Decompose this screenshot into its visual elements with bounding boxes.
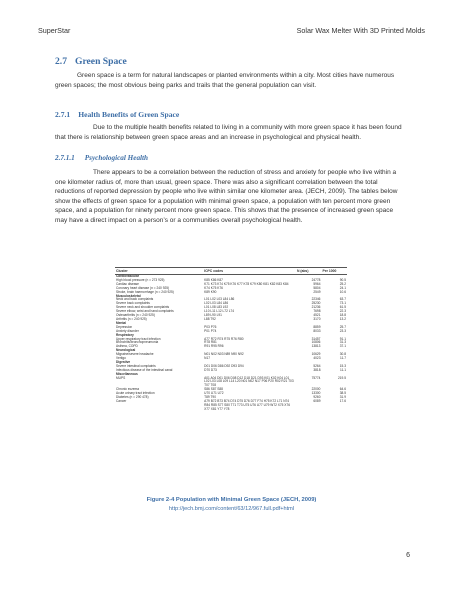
table-cell: D70 D73 bbox=[204, 367, 217, 372]
table-cell: 24778 bbox=[311, 277, 321, 282]
section-number: 2.7.1 bbox=[55, 110, 71, 119]
table-cell: 25.7 bbox=[339, 324, 346, 329]
table-cell: S86 S87 S88 bbox=[204, 387, 223, 392]
table-header-row bbox=[115, 268, 347, 275]
table-cell: Asthma, COPD bbox=[116, 344, 138, 349]
table-cell: 9260 bbox=[313, 395, 321, 400]
running-header bbox=[38, 26, 425, 35]
table-cell: 25230 bbox=[311, 301, 321, 306]
table-cell: 73.1 bbox=[339, 301, 346, 306]
table-cell: Digestive bbox=[116, 359, 131, 364]
table-cell: 4521 bbox=[313, 313, 321, 318]
table-cell: 3818 bbox=[313, 367, 321, 372]
table-cell: 18.8 bbox=[339, 313, 346, 318]
section-title: Health Benefits of Green Space bbox=[78, 110, 180, 119]
table-cell: 13300 bbox=[311, 391, 321, 396]
table-cell: 30.8 bbox=[339, 352, 346, 357]
table-cell: Miscellaneous bbox=[116, 371, 138, 376]
table-cell: Neck and back complaints bbox=[116, 297, 154, 302]
table-cell: T89 T90 bbox=[204, 395, 216, 400]
table-cell: P01 P74 bbox=[204, 328, 217, 333]
table-row bbox=[115, 400, 347, 412]
column-header: N (abs) bbox=[296, 268, 322, 275]
table-cell: L02 L03 L84 L86 bbox=[204, 301, 229, 306]
table-cell: L01 L08 L83 L92 bbox=[204, 305, 229, 310]
table-cell: 3170 bbox=[313, 316, 321, 321]
figure-source-url[interactable]: http://jech.bmj.com/content/63/12/967.full.pdf+html bbox=[168, 506, 295, 512]
table-cell: 37.1 bbox=[339, 344, 346, 349]
table-cell: K71 K73 K74 K75 K76 K77 K78 K79 K80 K81 K82 K83 K84 bbox=[204, 281, 289, 286]
table-cell: A79 B72 B73 B74 D74 D75 D76 D77 F74 H75 K72 L71 N74 R84 R85 S77 S80 T71 T73 U75 U76 U77 U79 W72 X75 X76 X77 X81 Y77 Y78 bbox=[204, 399, 290, 411]
section-heading-2-7-1-1 bbox=[55, 154, 148, 162]
table-cell: Severe neck and shoulder complaints bbox=[116, 305, 170, 310]
table-cell: K89 K90 bbox=[204, 289, 217, 294]
paragraph-green-space: Green space is a term for natural landscapes or planted environments within a city. Most cities have numerous green spaces; the most obvious being parks and trails that the general population can visit. bbox=[55, 72, 395, 89]
header-right: Solar Wax Melter With 3D Printed Molds bbox=[296, 26, 425, 35]
table-cell: 11.1 bbox=[340, 367, 346, 372]
table-cell: D01 D06 D86 D92 D93 D94 bbox=[204, 363, 244, 368]
table-cell: Migraine/severe headache bbox=[116, 352, 154, 357]
table-cell: 24.1 bbox=[339, 285, 346, 290]
table-cell: Depression bbox=[116, 324, 133, 329]
table-cell: Severe elbow, wrist and hand complaints bbox=[116, 309, 174, 314]
table-cell: 38.5 bbox=[339, 391, 346, 396]
table-cell: Arthritis (n = 240 925) bbox=[116, 316, 147, 321]
table-cell: 21236 bbox=[311, 305, 321, 310]
table-cell: 22000 bbox=[311, 387, 321, 392]
table-cell: 75774 bbox=[311, 375, 321, 380]
table-cell: Neurological bbox=[116, 348, 136, 353]
table-cell: Cardiovascular bbox=[116, 274, 140, 278]
table-cell: 8859 bbox=[313, 324, 321, 329]
table-cell: Infectious disease of the intestinal canal bbox=[116, 367, 173, 372]
table-cell: 5264 bbox=[313, 363, 321, 368]
health-clusters-table bbox=[115, 267, 347, 412]
table-cell: 31.9 bbox=[339, 395, 346, 400]
section-number: 2.7.1.1 bbox=[55, 154, 75, 162]
table-cell: 22.3 bbox=[339, 309, 346, 314]
table-cell: R91 R95 R96 bbox=[204, 344, 224, 349]
table-cell: Chronic eczema bbox=[116, 387, 140, 392]
table-cell: Upper respiratory tract infection bbox=[116, 336, 161, 341]
table-cell: 5804 bbox=[313, 285, 321, 290]
table-cell: 91.1 bbox=[339, 336, 346, 341]
table-cell: R78 R81 bbox=[204, 340, 217, 345]
table-row bbox=[115, 353, 347, 357]
table-cell: 23.3 bbox=[339, 328, 346, 333]
table-cell: Stroke, brain haemorrhage (n = 240 925) bbox=[116, 289, 174, 294]
table-cell: K85 K86 K87 bbox=[204, 277, 223, 282]
section-title: Green Space bbox=[75, 56, 127, 67]
table-cell: Musculoskeletal bbox=[116, 293, 141, 298]
section-heading-2-7-1 bbox=[55, 110, 179, 119]
table-cell: 31457 bbox=[311, 336, 321, 341]
table-cell: Diabetes (n = 290 478) bbox=[116, 395, 149, 400]
table-cell: 5964 bbox=[313, 281, 321, 286]
section-heading-2-7 bbox=[55, 56, 127, 67]
table-cell: L10 L11 L12 L72 L74 bbox=[204, 309, 235, 314]
table-cell: 4023 bbox=[313, 356, 321, 361]
table-cell: L88 T92 bbox=[204, 316, 216, 321]
table-cell: Severe back complaints bbox=[116, 301, 150, 306]
table-cell: 17.6 bbox=[339, 399, 346, 403]
table-cell: 90.5 bbox=[339, 277, 346, 282]
table-cell: 219.5 bbox=[338, 375, 346, 380]
table-cell: High blood pressure (n = 273 925) bbox=[116, 277, 165, 282]
table-cell: 10.6 bbox=[339, 289, 346, 294]
table-cell: Respiratory bbox=[116, 332, 134, 337]
table-cell: Acute urinary tract infection bbox=[116, 391, 155, 396]
table-cell: Coronary heart disease (n = 240 925) bbox=[116, 285, 170, 290]
table-cell: N01 N02 N03 N89 N90 N92 bbox=[204, 352, 244, 357]
table-cell: N17 bbox=[204, 356, 211, 361]
table-cell: Osteoarthritis (n = 240 925) bbox=[116, 313, 155, 318]
table-cell: P03 P76 bbox=[204, 324, 217, 329]
table-cell: Severe intestinal complaints bbox=[116, 363, 156, 368]
table-cell: 22346 bbox=[311, 297, 321, 302]
section-number: 2.7 bbox=[55, 56, 67, 67]
column-header: Per 1000 bbox=[321, 268, 347, 275]
table-cell: Cancer bbox=[116, 399, 127, 403]
header-left: SuperStar bbox=[38, 26, 71, 35]
table-cell: 6089 bbox=[313, 399, 321, 403]
paragraph-health-benefits: Due to the multiple health benefits related to living in a community with more green space it has been found that there is relationship between green space areas and an increase in psychological and physical health. bbox=[55, 124, 402, 141]
table-cell: 31.3 bbox=[339, 340, 346, 345]
table-cell: U70 U71 U72 bbox=[204, 391, 224, 396]
table-cell: 25.2 bbox=[339, 281, 346, 286]
figure-table-minimal-green-space bbox=[115, 267, 347, 493]
table-cell: 64.6 bbox=[339, 387, 346, 392]
table-cell: 11.7 bbox=[340, 356, 346, 361]
table-cell: 2549 bbox=[313, 289, 321, 294]
table-cell: A77 R72 R74 R75 R76 R80 bbox=[204, 336, 244, 341]
table-cell: 61.5 bbox=[339, 305, 346, 310]
column-header: ICPC codes bbox=[203, 268, 296, 275]
paragraph-psychological-health: There appears to be a correlation between the reduction of stress and anxiety for people who live within a one kilometer radius of, more than usual, green space. There was also a significant correlation between the total reductions of reported depression by people who live within similar one kilometer area. (JECH, 2009). The tables below show the effects of green space for a population with minimal green space, a population with ten percent more green space, and a population for ninety percent more green space. This shows that the presence of increased green space may have a direct impact on a person’s or a communities overall psychological health. bbox=[55, 169, 398, 224]
table-cell: MUPS bbox=[116, 375, 126, 380]
table-cell: K74 K75 K76 bbox=[204, 285, 223, 290]
table-cell: 13813 bbox=[311, 344, 321, 349]
table-cell: 7698 bbox=[313, 309, 321, 314]
table-cell: L01 L02 L03 L84 L86 bbox=[204, 297, 235, 302]
page-number: 6 bbox=[406, 552, 410, 559]
table-cell: Vertigo bbox=[116, 356, 126, 361]
table-cell: Anxiety disorder bbox=[116, 328, 139, 333]
table-cell: Cardiac disease bbox=[116, 281, 139, 286]
table-cell: 63.7 bbox=[339, 297, 346, 302]
section-title: Psychological Health bbox=[84, 154, 149, 162]
figure-caption: Figure 2-4 Population with Minimal Green Space (JECH, 2009) bbox=[146, 497, 317, 503]
table-cell: 13.2 bbox=[339, 316, 346, 321]
table-cell: Bronchitis/bronchopneumonia bbox=[116, 340, 159, 345]
table-cell: 10806 bbox=[311, 340, 321, 345]
table-cell: Mental bbox=[116, 320, 127, 325]
table-cell: 15.3 bbox=[339, 363, 346, 368]
column-header: Cluster bbox=[115, 268, 203, 275]
table-cell: 8033 bbox=[313, 328, 321, 333]
table-cell: L89 L90 L91 bbox=[204, 313, 222, 318]
table-cell: A01 A04 D01 D06 D08 D12 D18 D21 D93 K01 K02 K04 L01 L02 L03 L08 L09 L14 L20 N01 N02 N17 P06 P20 R02 R21 T03 T07 T08 bbox=[204, 375, 294, 388]
table-cell: 10629 bbox=[311, 352, 321, 357]
